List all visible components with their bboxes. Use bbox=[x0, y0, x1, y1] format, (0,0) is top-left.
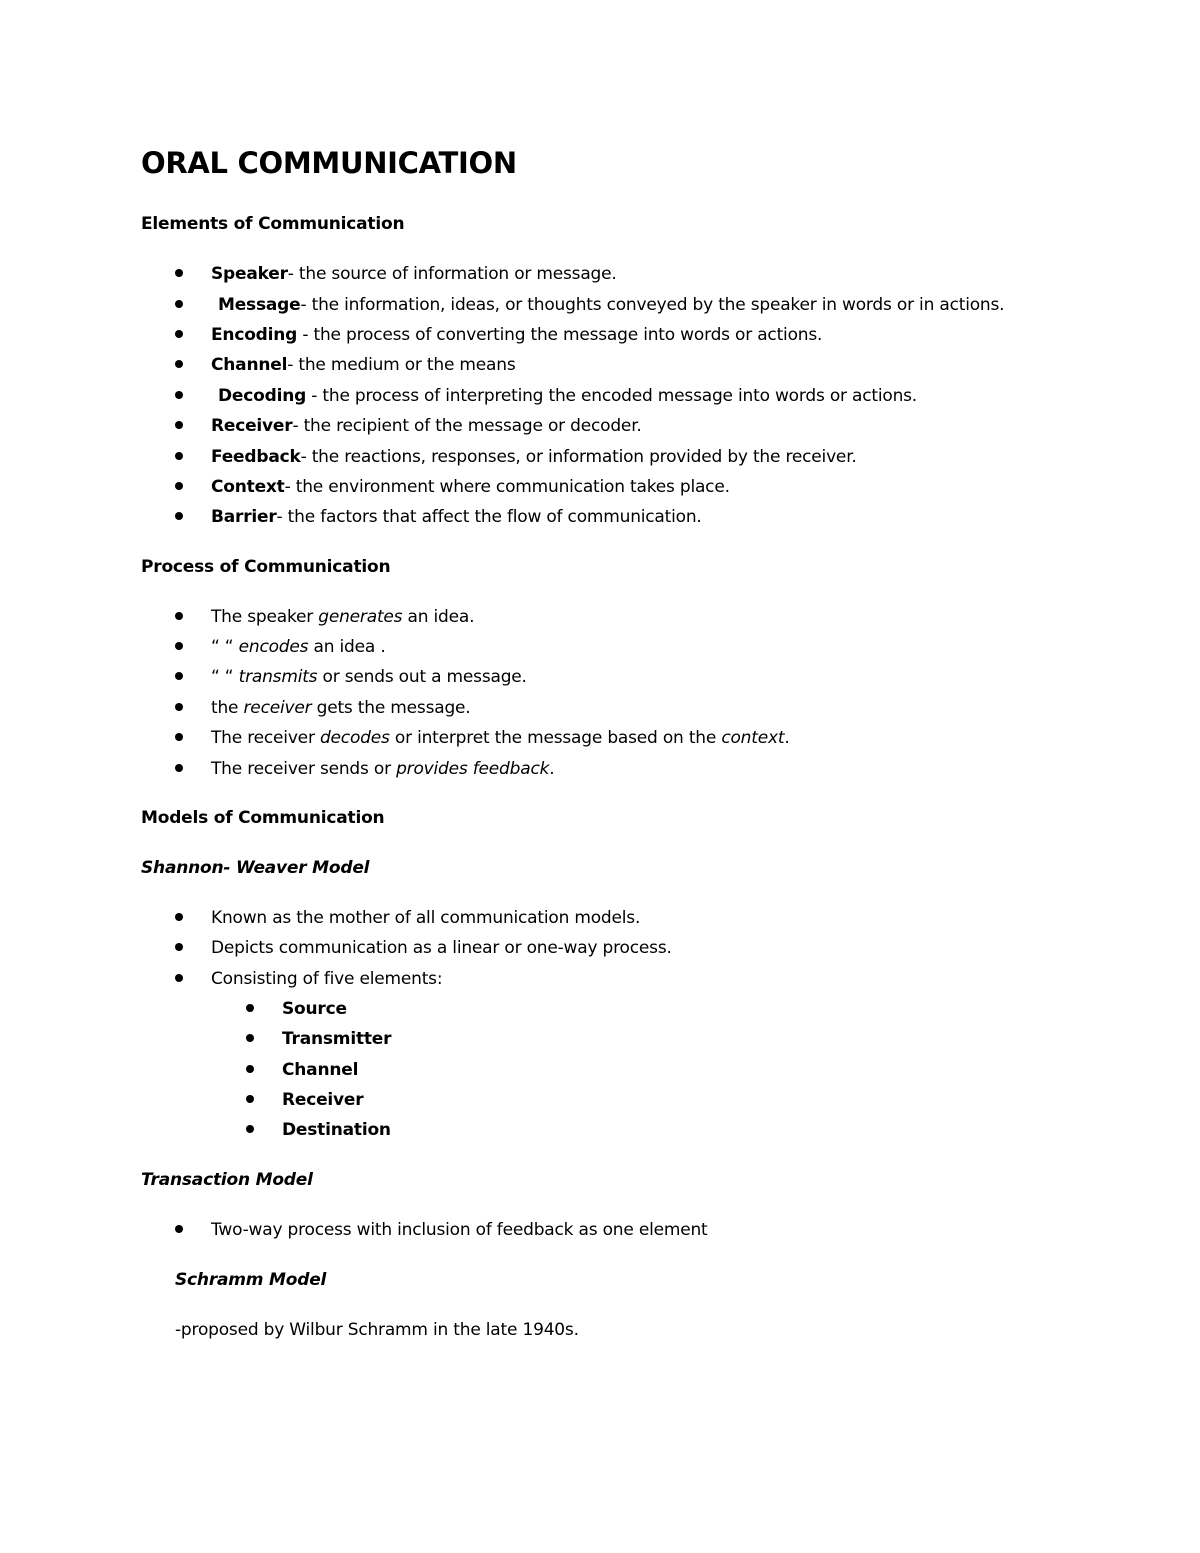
list-item: The receiver sends or provides feedback. bbox=[211, 759, 555, 779]
list-item: The speaker generates an idea. bbox=[211, 607, 475, 627]
list-item: “ “ transmits or sends out a message. bbox=[211, 667, 527, 687]
list-item: Source bbox=[282, 999, 347, 1019]
bullet-icon bbox=[175, 512, 183, 520]
list-item bbox=[211, 323, 822, 347]
list-item: Known as the mother of all communication models. bbox=[211, 908, 641, 928]
term-receiver: Receiver bbox=[211, 416, 293, 436]
definition: - the source of information or message. bbox=[287, 264, 617, 284]
bullet-icon bbox=[175, 913, 183, 921]
list-item: “ “ encodes an idea . bbox=[211, 637, 386, 657]
definition: - the process of interpreting the encoded message into words or actions. bbox=[306, 386, 918, 406]
bullet-icon bbox=[175, 391, 183, 399]
definition: - the factors that affect the flow of communication. bbox=[276, 507, 702, 527]
bullet-icon bbox=[175, 300, 183, 308]
bullet-icon bbox=[175, 974, 183, 982]
list-item bbox=[218, 384, 917, 408]
bullet-icon bbox=[175, 672, 183, 680]
list-item: Two-way process with inclusion of feedback as one element bbox=[211, 1220, 708, 1240]
term-speaker: Speaker bbox=[211, 264, 288, 284]
list-item: Receiver bbox=[282, 1090, 364, 1110]
bullet-icon bbox=[175, 269, 183, 277]
list-item bbox=[211, 414, 642, 438]
bullet-icon bbox=[175, 421, 183, 429]
bullet-icon bbox=[175, 360, 183, 368]
list-item: the receiver gets the message. bbox=[211, 698, 471, 718]
bullet-icon bbox=[246, 1004, 254, 1012]
term-feedback: Feedback bbox=[211, 447, 301, 467]
bullet-icon bbox=[175, 482, 183, 490]
models-heading: Models of Communication bbox=[141, 808, 385, 828]
list-item bbox=[211, 475, 730, 499]
list-item: Depicts communication as a linear or one-way process. bbox=[211, 938, 672, 958]
term-encoding: Encoding bbox=[211, 325, 298, 345]
definition: - the information, ideas, or thoughts conveyed by the speaker in words or in actions. bbox=[300, 295, 1005, 315]
term-message: Message bbox=[218, 295, 301, 315]
definition: - the medium or the means bbox=[287, 355, 516, 375]
list-item bbox=[211, 262, 617, 286]
shannon-weaver-heading: Shannon- Weaver Model bbox=[141, 858, 370, 878]
bullet-icon bbox=[175, 330, 183, 338]
definition: - the recipient of the message or decoder. bbox=[292, 416, 642, 436]
schramm-description: -proposed by Wilbur Schramm in the late 1940s. bbox=[175, 1320, 579, 1340]
schramm-model-heading: Schramm Model bbox=[175, 1270, 327, 1290]
bullet-icon bbox=[175, 1225, 183, 1233]
list-item bbox=[218, 293, 1004, 317]
bullet-icon bbox=[246, 1095, 254, 1103]
list-item bbox=[211, 353, 516, 377]
document-title: ORAL COMMUNICATION bbox=[141, 146, 517, 180]
bullet-icon bbox=[175, 764, 183, 772]
definition: - the environment where communication takes place. bbox=[284, 477, 730, 497]
list-item: Channel bbox=[282, 1060, 359, 1080]
definition: - the process of converting the message into words or actions. bbox=[297, 325, 823, 345]
bullet-icon bbox=[246, 1034, 254, 1042]
bullet-icon bbox=[175, 612, 183, 620]
bullet-icon bbox=[175, 733, 183, 741]
bullet-icon bbox=[246, 1065, 254, 1073]
definition: - the reactions, responses, or information provided by the receiver. bbox=[300, 447, 857, 467]
list-item: Destination bbox=[282, 1120, 391, 1140]
bullet-icon bbox=[175, 703, 183, 711]
list-item: The receiver decodes or interpret the message based on the context. bbox=[211, 728, 790, 748]
list-item bbox=[211, 505, 702, 529]
transaction-model-heading: Transaction Model bbox=[141, 1170, 313, 1190]
bullet-icon bbox=[175, 452, 183, 460]
bullet-icon bbox=[175, 943, 183, 951]
bullet-icon bbox=[175, 642, 183, 650]
term-channel: Channel bbox=[211, 355, 288, 375]
list-item: Transmitter bbox=[282, 1029, 392, 1049]
term-context: Context bbox=[211, 477, 285, 497]
list-item bbox=[211, 445, 857, 469]
term-decoding: Decoding bbox=[218, 386, 307, 406]
process-heading: Process of Communication bbox=[141, 557, 391, 577]
term-barrier: Barrier bbox=[211, 507, 277, 527]
bullet-icon bbox=[246, 1125, 254, 1133]
elements-heading: Elements of Communication bbox=[141, 214, 405, 234]
list-item: Consisting of five elements: bbox=[211, 969, 443, 989]
